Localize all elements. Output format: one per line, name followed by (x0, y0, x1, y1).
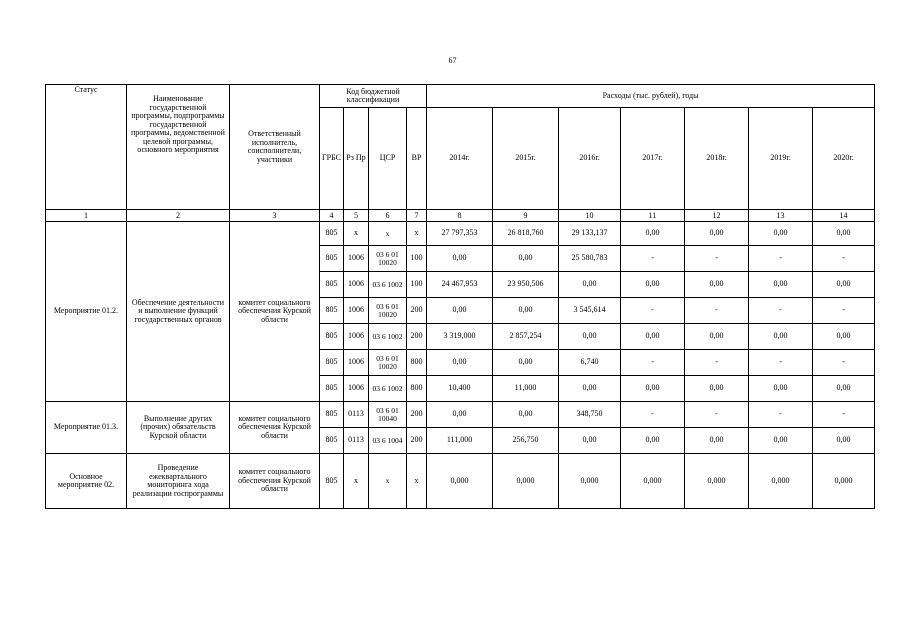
amount-cell: 0,00 (427, 246, 493, 272)
amount-cell: 3 319,000 (427, 324, 493, 350)
column-number: 6 (369, 210, 407, 222)
status-cell: Мероприятие 01.3. (46, 402, 127, 454)
amount-cell: 0,00 (621, 272, 685, 298)
rzpr-cell: 1006 (344, 376, 369, 402)
column-number: 11 (621, 210, 685, 222)
column-number: 5 (344, 210, 369, 222)
column-number: 13 (749, 210, 813, 222)
amount-cell: 0,00 (559, 272, 621, 298)
column-number: 2 (127, 210, 230, 222)
name-cell: Обеспечение деятельности и выполнение функций государственных органов (127, 222, 230, 402)
page-number: 67 (448, 56, 457, 65)
amount-cell: 27 797,353 (427, 222, 493, 246)
amount-cell: 111,000 (427, 428, 493, 454)
table-row (46, 402, 875, 428)
vr-cell: x (407, 222, 427, 246)
rzpr-cell: 1006 (344, 246, 369, 272)
amount-cell: 26 818,760 (493, 222, 559, 246)
grbs-cell: 805 (320, 298, 344, 324)
rzpr-cell: 1006 (344, 272, 369, 298)
vr-cell: 200 (407, 402, 427, 428)
amount-cell: 256,750 (493, 428, 559, 454)
amount-cell: 2 857,254 (493, 324, 559, 350)
csr-cell: 03 6 1002 (369, 376, 407, 402)
rzpr-cell: 0113 (344, 402, 369, 428)
csr-cell: 03 6 1002 (369, 324, 407, 350)
header-csr: ЦСР (369, 108, 407, 210)
amount-cell: 0,00 (813, 428, 875, 454)
grbs-cell: 805 (320, 324, 344, 350)
budget-table (45, 84, 875, 509)
amount-cell: 25 580,783 (559, 246, 621, 272)
responsible-cell: комитет социального обеспечения Курской области (230, 454, 320, 509)
amount-cell: 0,00 (749, 222, 813, 246)
amount-cell: 0,00 (559, 376, 621, 402)
amount-cell: 0,000 (493, 454, 559, 509)
header-rzpr: Рз Пр (344, 108, 369, 210)
column-number-row (46, 210, 875, 222)
amount-cell: 6,740 (559, 350, 621, 376)
csr-cell: x (369, 454, 407, 509)
amount-cell: 0,000 (559, 454, 621, 509)
amount-cell: 0,00 (813, 324, 875, 350)
amount-cell: - (685, 402, 749, 428)
amount-cell: - (813, 246, 875, 272)
csr-cell: 03 6 01 10040 (369, 402, 407, 428)
amount-cell: 0,00 (559, 428, 621, 454)
table-body (46, 222, 875, 509)
amount-cell: - (685, 246, 749, 272)
amount-cell: 0,00 (813, 272, 875, 298)
csr-cell: 03 6 1002 (369, 272, 407, 298)
status-cell: Мероприятие 01.2. (46, 222, 127, 402)
csr-cell: 03 6 1004 (369, 428, 407, 454)
grbs-cell: 805 (320, 222, 344, 246)
amount-cell: 0,00 (621, 376, 685, 402)
name-cell: Выполнение других (прочих) обязательств Курской области (127, 402, 230, 454)
amount-cell: - (749, 246, 813, 272)
amount-cell: 23 950,506 (493, 272, 559, 298)
status-cell: Основное мероприятие 02. (46, 454, 127, 509)
amount-cell: 0,00 (427, 350, 493, 376)
header-grbs: ГРБС (320, 108, 344, 210)
column-number: 14 (813, 210, 875, 222)
amount-cell: - (685, 298, 749, 324)
header-budget-code: Код бюджетной классификации (320, 85, 427, 108)
amount-cell: 0,00 (749, 272, 813, 298)
grbs-cell: 805 (320, 454, 344, 509)
header-responsible: Ответственный исполнитель, соисполнители, участники (230, 85, 320, 210)
amount-cell: 0,000 (621, 454, 685, 509)
amount-cell: 0,00 (493, 402, 559, 428)
amount-cell: - (621, 298, 685, 324)
header-year: 2019г. (749, 108, 813, 210)
rzpr-cell: 1006 (344, 350, 369, 376)
amount-cell: 0,00 (685, 324, 749, 350)
amount-cell: 348,750 (559, 402, 621, 428)
amount-cell: 0,00 (813, 222, 875, 246)
amount-cell: - (685, 350, 749, 376)
header-status: Статус (46, 85, 127, 210)
amount-cell: - (621, 402, 685, 428)
amount-cell: - (749, 402, 813, 428)
amount-cell: 0,00 (427, 402, 493, 428)
table-row (46, 222, 875, 246)
amount-cell: - (813, 298, 875, 324)
amount-cell: 0,000 (685, 454, 749, 509)
amount-cell: 0,00 (559, 324, 621, 350)
amount-cell: 0,00 (685, 428, 749, 454)
amount-cell: 3 545,614 (559, 298, 621, 324)
table-row (46, 454, 875, 509)
responsible-cell: комитет социального обеспечения Курской области (230, 222, 320, 402)
vr-cell: 100 (407, 246, 427, 272)
name-cell: Проведение ежеквартального мониторинга хода реализации госпрограммы (127, 454, 230, 509)
grbs-cell: 805 (320, 376, 344, 402)
amount-cell: 0,00 (493, 298, 559, 324)
amount-cell: - (749, 298, 813, 324)
amount-cell: 0,00 (493, 350, 559, 376)
grbs-cell: 805 (320, 246, 344, 272)
column-number: 8 (427, 210, 493, 222)
header-year: 2015г. (493, 108, 559, 210)
vr-cell: 100 (407, 272, 427, 298)
header-name: Наименование государственной программы, подпрограммы государственной программы, ведомственной целевой программы, основного мероприятия (127, 85, 230, 210)
rzpr-cell: 1006 (344, 324, 369, 350)
amount-cell: 24 467,953 (427, 272, 493, 298)
column-number: 4 (320, 210, 344, 222)
csr-cell: 03 6 01 10020 (369, 350, 407, 376)
column-number: 12 (685, 210, 749, 222)
csr-cell: x (369, 222, 407, 246)
amount-cell: - (813, 402, 875, 428)
vr-cell: 800 (407, 350, 427, 376)
column-number: 1 (46, 210, 127, 222)
grbs-cell: 805 (320, 272, 344, 298)
rzpr-cell: x (344, 454, 369, 509)
vr-cell: 200 (407, 428, 427, 454)
header-year: 2017г. (621, 108, 685, 210)
csr-cell: 03 6 01 10020 (369, 298, 407, 324)
grbs-cell: 805 (320, 350, 344, 376)
vr-cell: 200 (407, 298, 427, 324)
header-year: 2014г. (427, 108, 493, 210)
amount-cell: 0,00 (813, 376, 875, 402)
amount-cell: 29 133,137 (559, 222, 621, 246)
amount-cell: 0,00 (493, 246, 559, 272)
amount-cell: 0,000 (427, 454, 493, 509)
responsible-cell: комитет социального обеспечения Курской области (230, 402, 320, 454)
header-year: 2016г. (559, 108, 621, 210)
amount-cell: 0,00 (749, 428, 813, 454)
column-number: 9 (493, 210, 559, 222)
amount-cell: 0,00 (621, 222, 685, 246)
amount-cell: 0,000 (749, 454, 813, 509)
amount-cell: - (621, 350, 685, 376)
amount-cell: - (749, 350, 813, 376)
column-number: 7 (407, 210, 427, 222)
grbs-cell: 805 (320, 428, 344, 454)
amount-cell: 0,00 (427, 298, 493, 324)
amount-cell: - (813, 350, 875, 376)
column-number: 3 (230, 210, 320, 222)
rzpr-cell: x (344, 222, 369, 246)
amount-cell: 10,400 (427, 376, 493, 402)
vr-cell: 800 (407, 376, 427, 402)
amount-cell: 0,000 (813, 454, 875, 509)
csr-cell: 03 6 01 10020 (369, 246, 407, 272)
column-number: 10 (559, 210, 621, 222)
rzpr-cell: 1006 (344, 298, 369, 324)
vr-cell: x (407, 454, 427, 509)
amount-cell: 0,00 (685, 222, 749, 246)
rzpr-cell: 0113 (344, 428, 369, 454)
vr-cell: 200 (407, 324, 427, 350)
amount-cell: 0,00 (685, 272, 749, 298)
grbs-cell: 805 (320, 402, 344, 428)
amount-cell: 11,000 (493, 376, 559, 402)
header-vr: ВР (407, 108, 427, 210)
amount-cell: 0,00 (621, 324, 685, 350)
header-year: 2020г. (813, 108, 875, 210)
amount-cell: 0,00 (685, 376, 749, 402)
header-year: 2018г. (685, 108, 749, 210)
amount-cell: 0,00 (749, 324, 813, 350)
amount-cell: - (621, 246, 685, 272)
amount-cell: 0,00 (749, 376, 813, 402)
amount-cell: 0,00 (621, 428, 685, 454)
header-expenses: Расходы (тыс. рублей), годы (427, 85, 875, 108)
